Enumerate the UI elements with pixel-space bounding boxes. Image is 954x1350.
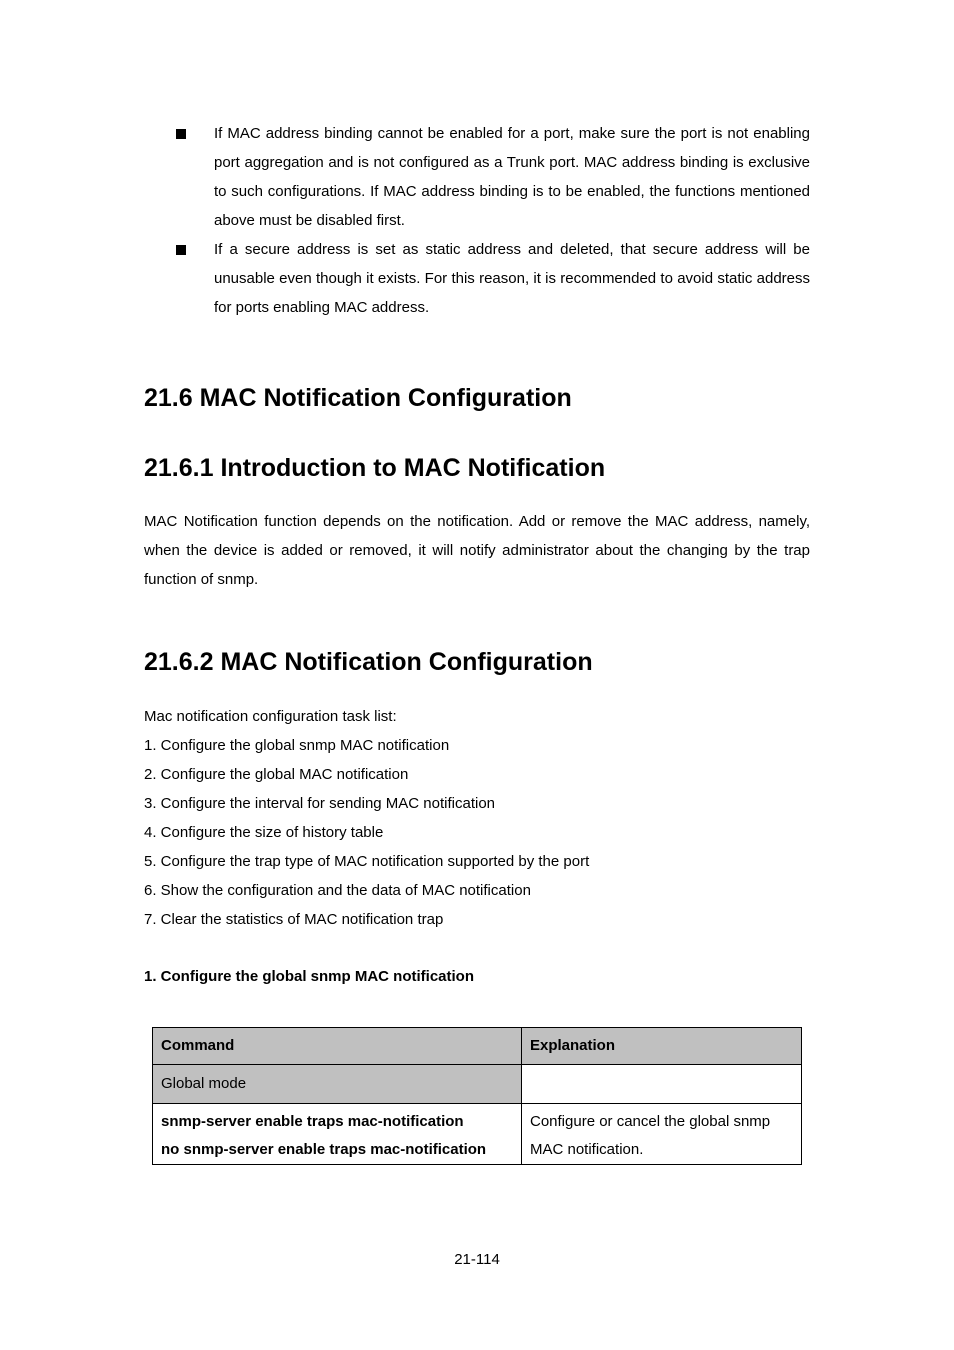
- page-number: 21-114: [454, 1251, 500, 1268]
- table-header-row: [153, 1028, 802, 1065]
- note-bullet-text: If MAC address binding cannot be enabled for a port, make sure the port is not enabling port aggregation and is not configured as a Trunk port. MAC address binding is exclusive to such configurations. If MAC address binding is to be enabled, the functions mentioned above must be disabled first.: [214, 125, 810, 229]
- task-list-label: Mac notification configuration task list:: [144, 708, 397, 725]
- task-item: 3. Configure the interval for sending MAC notification: [144, 795, 496, 812]
- intro-subsection-title: 21.6.1 Introduction to MAC Notification: [144, 454, 606, 482]
- task-item: 6. Show the configuration and the data of MAC notification: [144, 882, 531, 899]
- task-item: 1. Configure the global snmp MAC notification: [144, 737, 450, 754]
- mode-cell: Global mode: [153, 1065, 522, 1104]
- header-command: Command: [153, 1028, 522, 1065]
- table-mode-row: [153, 1065, 802, 1104]
- table-row: [153, 1104, 802, 1165]
- task-item: 2. Configure the global MAC notification: [144, 766, 409, 783]
- square-bullet-icon: [176, 119, 214, 151]
- task-item: 5. Configure the trap type of MAC notification supported by the port: [144, 853, 590, 870]
- header-explanation: Explanation: [522, 1028, 802, 1065]
- task-item: 4. Configure the size of history table: [144, 824, 384, 841]
- command-table: [152, 1027, 802, 1165]
- mode-explanation-cell: [522, 1065, 802, 1104]
- square-bullet-icon: [176, 235, 214, 267]
- command-cell: [153, 1104, 522, 1165]
- intro-paragraph: MAC Notification function depends on the notification. Add or remove the MAC address, namely, when the device is added or removed, it will notify administrator about the changing by the trap function of snmp.: [144, 513, 810, 588]
- note-bullet: [176, 235, 810, 322]
- task-list: [144, 702, 589, 934]
- config-subsection-title: 21.6.2 MAC Notification Configuration: [144, 648, 593, 676]
- command-line: snmp-server enable traps mac-notification: [161, 1113, 464, 1130]
- step-heading: 1. Configure the global snmp MAC notification: [144, 968, 474, 985]
- task-item: 7. Clear the statistics of MAC notification trap: [144, 911, 444, 928]
- note-bullet: [176, 119, 810, 235]
- note-bullet-list: [176, 119, 810, 322]
- explanation-cell: Configure or cancel the global snmp MAC notification.: [522, 1104, 802, 1165]
- command-line: no snmp-server enable traps mac-notification: [161, 1141, 487, 1158]
- section-title: 21.6 MAC Notification Configuration: [144, 384, 572, 412]
- note-bullet-text: If a secure address is set as static address and deleted, that secure address will be unusable even though it exists. For this reason, it is recommended to avoid static address for ports enabling MAC address.: [214, 241, 810, 316]
